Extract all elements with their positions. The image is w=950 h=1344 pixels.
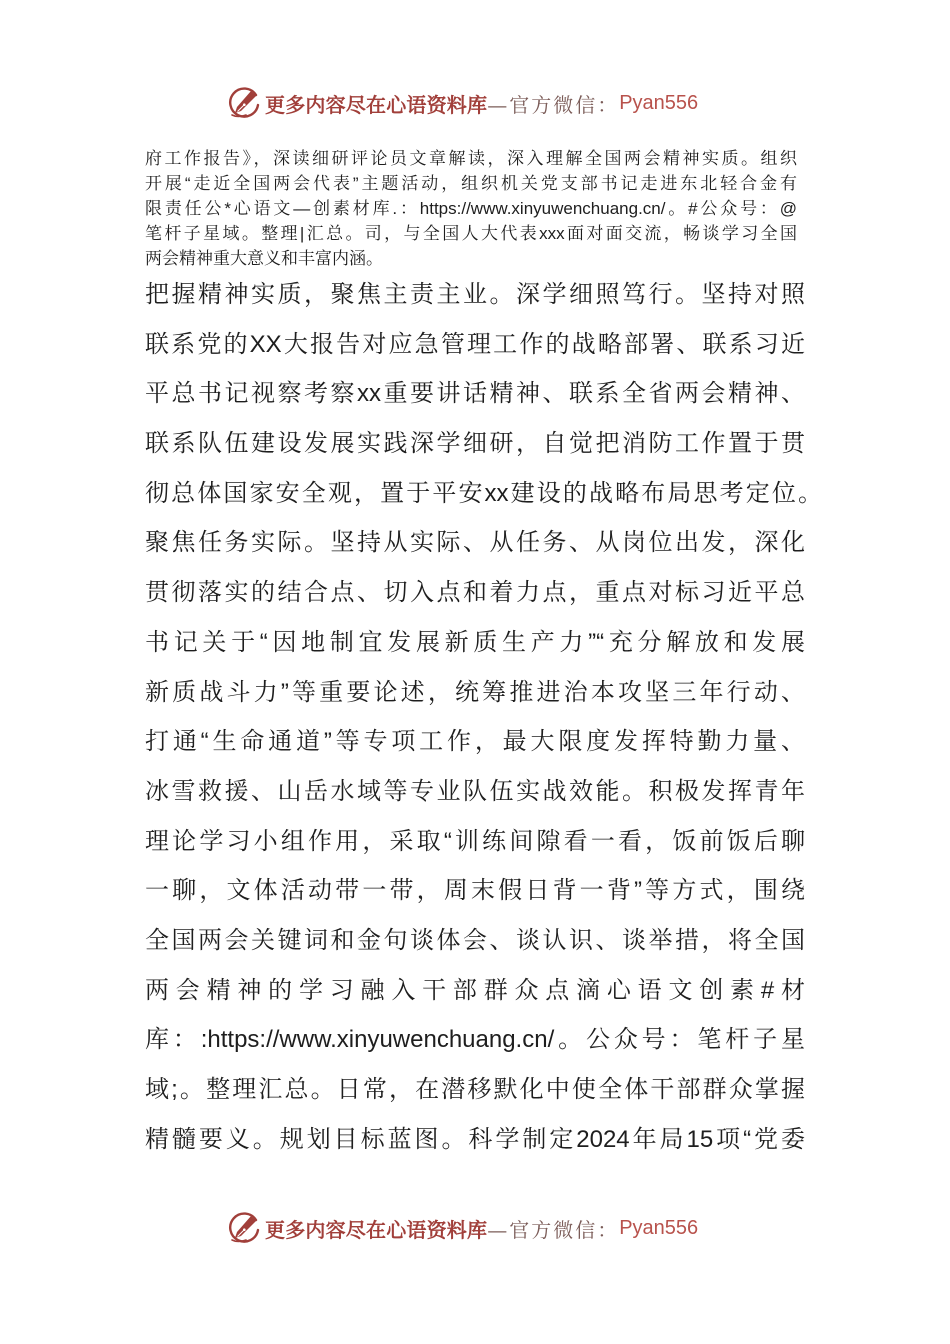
header-brand-text: 更多内容尽在心语资料库 (265, 92, 488, 117)
intro-line: 笔杆子星域。整理|汇总。司，与全国人大代表xxx面对面交流，畅谈学习全国 (145, 224, 797, 243)
intro-line: 开展“走近全国两会代表”主题活动，组织机关党支部书记走进东北轻合金有 (145, 174, 797, 193)
page-footer (226, 1209, 698, 1247)
body-line: 理论学习小组作用，采取“训练间隙看一看，饭前饭后聊 (145, 827, 805, 855)
pen-nib-logo-icon (226, 85, 262, 121)
body-line: 两会精神的学习融入干部群众点滴心语文创素#材 (145, 976, 805, 1004)
footer-wechat-id: Pyan556 (619, 1216, 699, 1239)
body-line: 打通“生命通道”等专项工作，最大限度发挥特勤力量、 (145, 728, 805, 756)
intro-paragraph (145, 146, 797, 271)
footer-wechat-label: —官方微信： (487, 1217, 620, 1242)
body-line: 全国两会关键词和金句谈体会、谈认识、谈举措，将全国 (145, 926, 805, 954)
intro-line: 两会精神重大意义和丰富内涵。 (145, 249, 383, 268)
body-paragraph (145, 270, 822, 1164)
body-line: 新质战斗力”等重要论述，统筹推进治本攻坚三年行动、 (145, 678, 805, 706)
pen-nib-logo-icon (226, 1210, 262, 1246)
body-line: 精髓要义。规划目标蓝图。科学制定2024年局15项“党委 (145, 1125, 805, 1153)
body-line: 彻总体国家安全观，置于平安xx建设的战略布局思考定位。 (145, 479, 822, 507)
intro-line: 府工作报告》，深读细研评论员文章解读，深入理解全国两会精神实质。组织 (145, 149, 797, 168)
body-line: 聚焦任务实际。坚持从实际、从任务、从岗位出发，深化 (145, 529, 805, 557)
header-wechat-id: Pyan556 (619, 91, 699, 114)
body-line: 库：:https://www.xinyuwenchuang.cn/。公众号：笔杆子星 (145, 1026, 805, 1054)
footer-brand-text: 更多内容尽在心语资料库 (265, 1217, 488, 1242)
body-line: 域;。整理汇总。日常，在潜移默化中使全体干部群众掌握 (145, 1076, 805, 1103)
intro-line: 限责任公*心语文—创素材库.：https://www.xinyuwenchuang.cn/。#公众号：@ (145, 199, 797, 218)
body-line: 书记关于“因地制宜发展新质生产力”“充分解放和发展 (145, 628, 805, 656)
page-header (226, 84, 698, 122)
body-line: 冰雪救援、山岳水域等专业队伍实战效能。积极发挥青年 (145, 777, 805, 805)
body-line: 联系党的XX大报告对应急管理工作的战略部署、联系习近 (145, 330, 805, 358)
body-line: 联系队伍建设发展实践深学细研，自觉把消防工作置于贯 (145, 430, 805, 458)
body-line: 贯彻落实的结合点、切入点和着力点，重点对标习近平总 (145, 579, 805, 607)
header-wechat-label: —官方微信： (487, 92, 620, 117)
body-line: 平总书记视察考察xx重要讲话精神、联系全省两会精神、 (145, 380, 805, 408)
body-line: 一聊，文体活动带一带，周末假日背一背”等方式，围绕 (145, 877, 805, 905)
body-line: 把握精神实质，聚焦主责主业。深学细照笃行。坚持对照 (145, 281, 805, 308)
